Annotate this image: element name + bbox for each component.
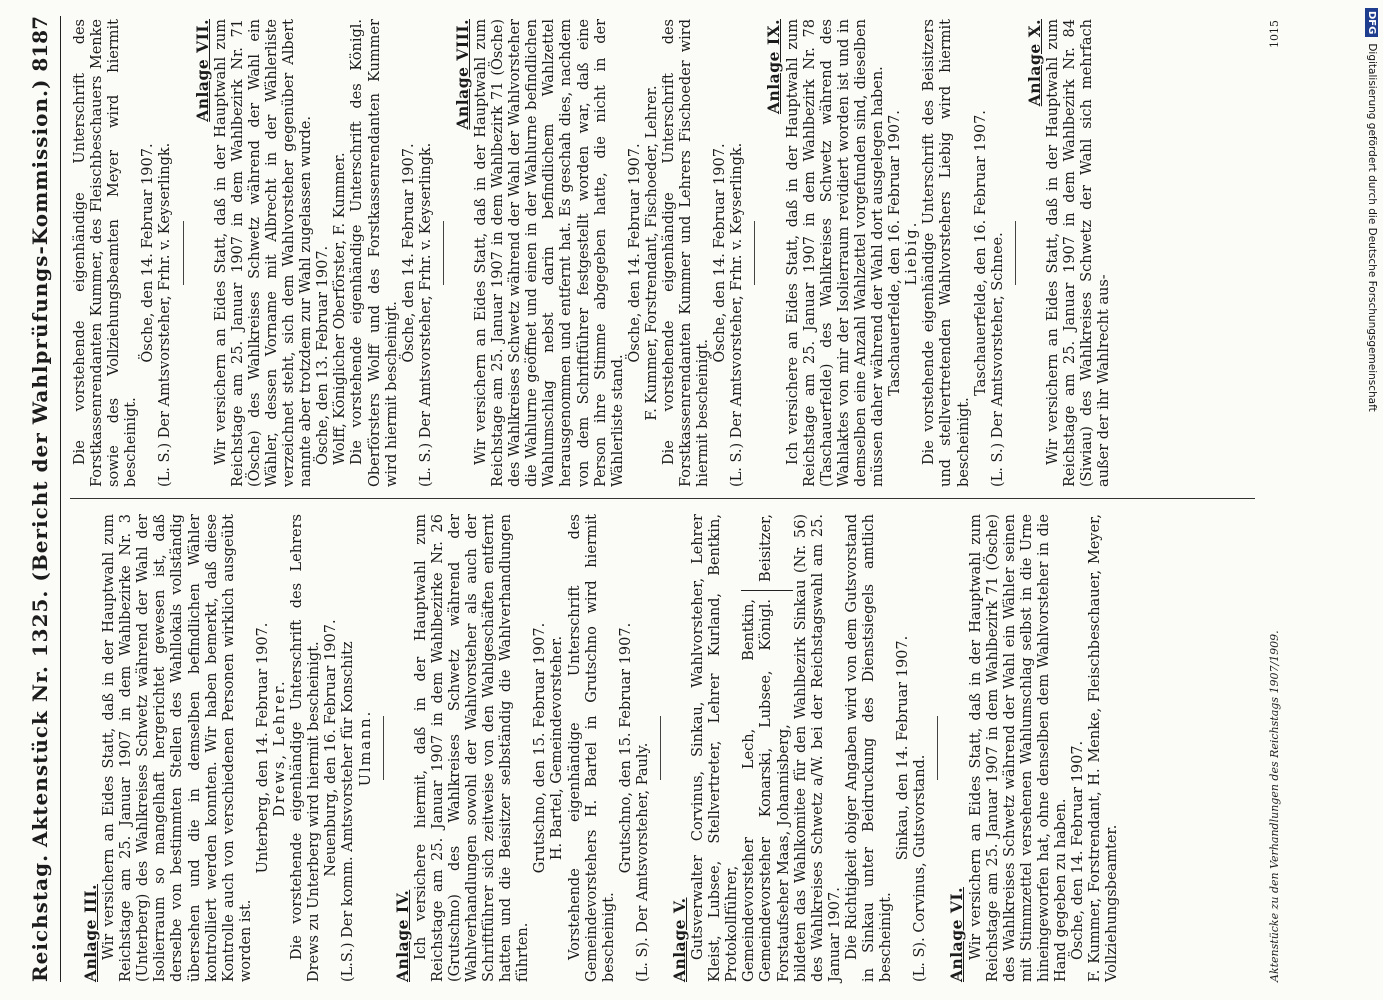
page-number: 8187 (28, 16, 52, 72)
anlage-7-heading: Anlage VII. (192, 19, 212, 122)
anlage-7-seal: (L. S.) Der Amtsvorsteher, Frhr. v. Keyserlingk. (417, 142, 434, 487)
anlage-9-text: Ich versichere an Eides Statt, daß in der Hauptwahl zum Reichstage am 25. Januar 1907 in dem Wahlbezirk Nr. 78 (Taschauerfelde) des Wahlkreises Schwetz während des Wahlaktes von mir der Isolierraum revidiert worden ist und in demselben eine Anzahl Wahlzettel vorgefunden sind, dieselben müssen daher während der Wahl dort ausgelegen haben. (784, 19, 887, 487)
top-seal: (L. S.) Der Amtsvorsteher, Frhr. v. Keyserlingk. (157, 142, 174, 487)
anlage-5-certification: Die Richtigkeit obiger Angaben wird von dem Gutsvorstand in Sinkau unter Beidruckung des Dienstsiegels amtlich bescheinigt. (843, 514, 895, 982)
sheet-number: 1015 (1268, 20, 1281, 48)
anlage-4-place: Grutschno, den 15. Februar 1907. (532, 622, 549, 874)
anlage-7-place-2: Ösche, den 14. Februar 1907. (400, 143, 417, 363)
anlage-8-seal: (L. S.) Der Amtsvorsteher, Frhr. v. Keyserlingk. (729, 142, 746, 487)
anlage-8-place: Ösche, den 14. Februar 1907. (626, 143, 643, 363)
anlage-6-heading: Anlage VI. (947, 887, 967, 982)
anlage-5-assessor-list: Gemeindevorsteher Lech, Bentkin, Gemeindevorsteher Konarski, Lubsee, Königl. Forstaufseher Maas, Johannisberg, (741, 590, 792, 982)
anlage-6-signature: F. Kummer, Forstrendant, H. Menke, Fleischbeschauer, Meyer, Vollziehungsbeamter. (1087, 514, 1121, 982)
anlage-7-signature: Wolff, Königlicher Oberförster, F. Kummer. (332, 152, 349, 465)
header-left: Reichstag. (28, 853, 52, 982)
anlage-10-text: Wir versichern an Eides Statt, daß in der Hauptwahl zum Reichstage am 25. Januar 1907 in dem Wahlbezirk Nr. 84 (Siwiau) des Wahlkreises Schwetz der Wahl sich mehrfach außer der ihr Wahlrecht aus- (1044, 19, 1113, 487)
right-column (72, 19, 1113, 487)
anlage-8-heading: Anlage VIII. (452, 19, 472, 130)
anlage-6-place: Ösche, den 14. Februar 1907. (1070, 740, 1087, 960)
anlage-5-text: bildeten das Wahlkomitee für den Wahlbezirk Sinkau (Nr. 56) des Wahlkreises Schwetz a/W. bei der Reichstagswahl am 25. Januar 1907. (792, 514, 843, 982)
anlage-5-place: Sinkau, den 14. Februar 1907. (895, 635, 912, 861)
anlage-9-certification: Die vorstehende eigenhändige Unterschrift des Beisitzers und stellvertretenden Wahlvorstehers Liebig wird hiermit bescheinigt. (921, 19, 972, 487)
separator (183, 221, 184, 285)
anlage-10-heading: Anlage X. (1024, 19, 1044, 107)
anlage-3-seal: (L.S.) Der komm. Amtsvorsteher für Konschitz (340, 641, 357, 982)
anlage-8-signature: F. Kummer, Forstrendant, Fischoeder, Lehrer. (643, 85, 660, 421)
anlage-8-text: Wir versichern an Eides Statt, daß in der Hauptwahl zum Reichstage am 25. Januar 1907 in dem Wahlbezirk 71 (Ösche) des Wahlkreises Schwetz während der Wahl der Wahlvorsteher die Wahlurne geöffnet und einen in der Wahlurne befindlichen Wahlumschlag nebst darin befindlichem Wahlzettel herausgenommen und entfernt hat. Es geschah dies, nachdem von dem Schriftführer festgestellt worden war, daß eine Person ihre Stimme abgegeben hatte, die nicht in der Wählerliste stand. (472, 19, 626, 487)
anlage-3-official: Ulmann. (357, 709, 374, 787)
anlage-4-certification: Vorstehende eigenhändige Unterschrift des Gemeindevorstehers H. Bartel in Grutschno wird hiermit bescheinigt. (566, 514, 617, 982)
anlage-4-seal: (L. S). Der Amtsvorsteher, Pauly. (634, 742, 651, 982)
dfg-side-note (1361, 0, 1383, 1000)
anlage-8-certification: Die vorstehende eigenhändige Unterschrift des Forstkassenrendanten Kummer und Lehrers Fischoeder wird hiermit bescheinigt. (661, 19, 712, 487)
anlage-3-text: Wir versichern an Eides Statt, daß in der Hauptwahl zum Reichstage am 25. Januar 1907 in dem Wahlbezirke Nr. 3 (Unterberg) des Wahlkreises Schwetz während der Wahl der Isolierraum so mangelhaft hergerichtet gewesen ist, daß derselbe von bestimmten Stellen des Wahllokals vollständig übersehen und die in demselben befindlichen Wähler kontrolliert werden konnten. Wir haben bemerkt, daß diese Kontrolle auch von verschiedenen Personen wirklich ausgeübt worden ist. (101, 514, 254, 982)
anlage-8-place-2: Ösche, den 14. Februar 1907. (712, 143, 729, 363)
separator (383, 716, 384, 780)
anlage-6-text: Wir versichern an Eides Statt, daß in der Hauptwahl zum Reichstage am 25. Januar 1907 in dem Wahlbezirk 71 (Ösche) des Wahlkreises Schwetz während der Wahl ein Wähler seinen mit Stimmzettel versehenen Wahlumschlag selbst in die Urne hineingeworfen hat, ohne denselben dem Wahlvorsteher in die Hand gegeben zu haben. (967, 514, 1069, 982)
anlage-4-place-2: Grutschno, den 15. Februar 1907. (617, 622, 634, 874)
page-header (20, 16, 61, 982)
anlage-4-heading: Anlage IV. (392, 889, 412, 982)
anlage-3-signature: Drews, Lehrer. (272, 679, 289, 817)
header-title: Aktenstück Nr. 1325. (Bericht der Wahlprüfungs-Kommission.) (28, 78, 52, 848)
top-certification: Die vorstehende eigenhändige Unterschrift des Forstkassenrendanten Kummer, des Fleischbeschauers Menke sowie des Vollziehungsbeamten Meyer wird hiermit bescheinigt. (72, 19, 140, 487)
dfg-logo-icon: DFG (1366, 8, 1379, 37)
anlage-5-assessors (741, 514, 792, 982)
left-column (72, 514, 1121, 982)
anlage-4-signature: H. Bartel, Gemeindevorsteher. (549, 635, 566, 861)
anlage-7-text: Wir versichern an Eides Statt, daß in der Hauptwahl zum Reichstage am 25. Januar 1907 in dem Wahlbezirk Nr. 71 (Ösche) des Wahlkreises Schwetz während der Wahl ein Wähler, dessen Vorname mit Albrecht in der Wählerliste verzeichnet steht, sich dem Wahlvorsteher gegenüber Albert nannte aber trotzdem zur Wahl zugelassen wurde. (212, 19, 315, 487)
anlage-3-place: Unterberg, den 14. Februar 1907. (254, 622, 271, 874)
anlage-5-committee: Gutsverwalter Corvinus, Sinkau, Wahlvorsteher, Lehrer Kleist, Lubsee, Stellvertreter, Lehrer Kurland, Bentkin, Protokollführer, (690, 514, 741, 982)
anlage-7-certification: Die vorstehende eigenhändige Unterschrift des Königl. Oberförsters Wolff und des Forstkassenrendanten Kummer wird hiermit bescheinigt. (349, 19, 400, 487)
anlage-3-certification: Die vorstehende eigenhändige Unterschrift des Lehrers Drews zu Unterberg wird hiermit bescheinigt. (289, 514, 323, 982)
top-place: Ösche, den 14. Februar 1907. (140, 143, 157, 363)
anlage-9-place-2: Taschauerfelde, den 16. Februar 1907. (972, 110, 989, 396)
anlage-9-heading: Anlage IX. (764, 19, 784, 114)
column-divider (70, 498, 1255, 499)
anlage-9-place: Taschauerfelde, den 16. Februar 1907. (887, 110, 904, 396)
anlage-5-beisitzer-label: Beisitzer, (758, 514, 775, 582)
separator (937, 716, 938, 780)
separator (660, 716, 661, 780)
anlage-5-seal: (L. S). Corvinus, Gutsvorstand. (912, 754, 929, 982)
anlage-9-signature: Liebig. (904, 220, 921, 286)
separator (1015, 221, 1016, 285)
anlage-5-heading: Anlage V. (670, 897, 689, 982)
footnote: Aktenstücke zu den Verhandlungen des Reichstags 1907/1909. (1268, 630, 1281, 982)
anlage-9-seal: (L. S.) Der Amtsvorsteher, Schnee. (989, 232, 1006, 487)
anlage-4-text: Ich versichere hiermit, daß in der Hauptwahl zum Reichstage am 25. Januar 1907 in dem Wahlbezirke Nr. 26 (Grutschno) des Wahlkreises Schwetz während der Wahlverhandlungen sowohl der Wahlvorsteher als auch der Schriftführer sich zeitweise von den Wahlgeschäften entfernt hatten und die Beisitzer selbständig die Wahlverhandlungen führten. (412, 514, 532, 982)
anlage-7-place: Ösche, den 13. Februar 1907. (315, 245, 332, 465)
separator (443, 221, 444, 285)
separator (754, 221, 755, 285)
anlage-3-place-2: Neuenburg, den 16. Februar 1907. (323, 619, 340, 877)
dfg-funding-note: Digitalisierung gefördert durch die Deutsche Forschungsgemeinschaft (1366, 43, 1378, 412)
anlage-3-heading: Anlage III. (81, 884, 100, 982)
